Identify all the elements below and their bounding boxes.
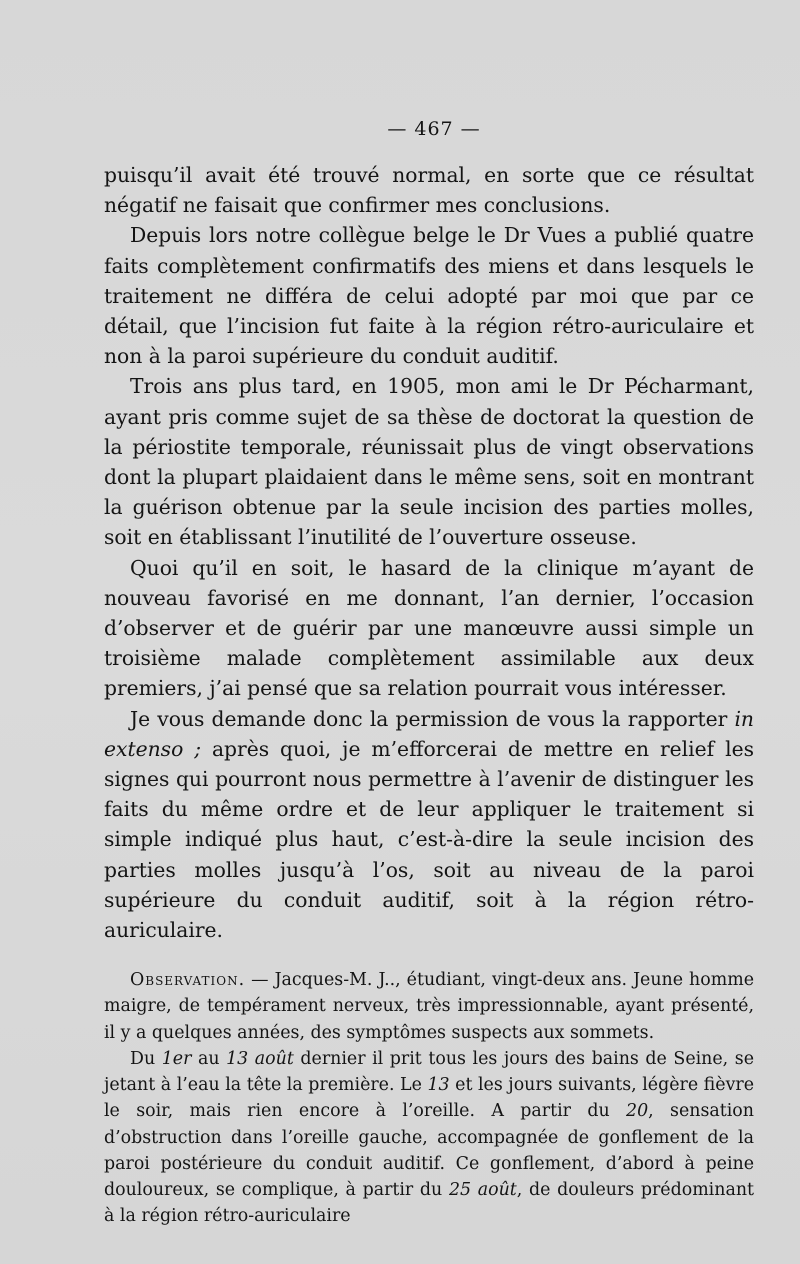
paragraph-3: Trois ans plus tard, en 1905, mon ami le Dr Pécharmant, ayant pris comme sujet de sa thèse de doctorat la question de la périostite temporale, réunissait plus de vingt observations dont la plupart plaidaient dans le même sens, soit en montrant la guérison obtenue par la seule incision des parties molles, soit en établissant l’inutilité de l’ouverture osseuse. [104, 374, 754, 550]
page-number: — 467 — [387, 118, 481, 140]
observation-label: Observation. [130, 970, 246, 991]
observation-date: 1er [161, 1048, 192, 1069]
paragraph-5-start: Je vous demande donc la permission de vous la rapporter [130, 706, 735, 731]
observation-text-1: — Jacques-M. J.., étudiant, vingt-deux ans. Jeune homme maigre, de tempérament nerveux, très impressionnable, ayant présenté, il y a quelques années, des symptômes suspects aux sommets. [104, 970, 754, 1043]
paragraph-5 [104, 704, 754, 946]
observation-text: au [191, 1048, 227, 1069]
paragraph-1: puisqu’il avait été trouvé normal, en sorte que ce résultat négatif ne faisait que confirmer mes conclusions. [104, 163, 754, 218]
paragraph-5-italic: in extenso ; [104, 706, 754, 761]
observation-date: 20 [626, 1101, 649, 1122]
paragraph-2: Depuis lors notre collègue belge le Dr Vues a publié quatre faits complètement confirmatifs des miens et dans lesquels le traitement ne différa de celui adopté par moi que par ce détail, que l’incision fut faite à la région rétro-auriculaire et non à la paroi supérieure du conduit auditif. [104, 223, 754, 369]
observation-date: 13 [427, 1075, 450, 1096]
observation-section [104, 967, 754, 1229]
observation-text: dernier il prit tous les jours des bains de Seine, se jetant à l’eau la tête la première. Le [104, 1048, 754, 1096]
observation-date: 13 août [226, 1048, 294, 1069]
observation-text: et les jours suivants, légère fièvre le soir, mais rien encore à l’oreille. A partir du [104, 1075, 754, 1122]
observation-paragraph-1 [104, 967, 754, 1046]
paragraph-5-end: après quoi, je m’efforcerai de mettre en relief les signes qui pourront nous permettre à l’avenir de distinguer les faits du même ordre et de leur appliquer le traitement si simple indiqué plus haut, c’est-à-dire la seule incision des parties molles jusqu’à l’os, soit au niveau de la paroi supérieure du conduit auditif, soit à la région rétro-auriculaire. [104, 736, 754, 943]
observation-text: , sensation d’obstruction dans l’oreille gauche, accompagnée de gonflement de la paroi postérieure du conduit auditif. Ce gonflement, d’abord à peine douloureux, se complique, à partir du [104, 1101, 754, 1200]
observation-date: 25 août [448, 1179, 517, 1200]
observation-text: Du [130, 1048, 162, 1069]
observation-paragraph-2 [104, 1046, 754, 1229]
paragraph-4: Quoi qu’il en soit, le hasard de la clinique m’ayant de nouveau favorisé en me donnant, l’an dernier, l’occasion d’observer et de guérir par une manœuvre aussi simple un troisième malade complètement assimilable aux deux premiers, j’ai pensé que sa relation pourrait vous intéresser. [104, 555, 754, 701]
observation-text: , de douleurs prédominant à la région rétro-auriculaire [104, 1179, 755, 1227]
body-text [104, 160, 754, 945]
